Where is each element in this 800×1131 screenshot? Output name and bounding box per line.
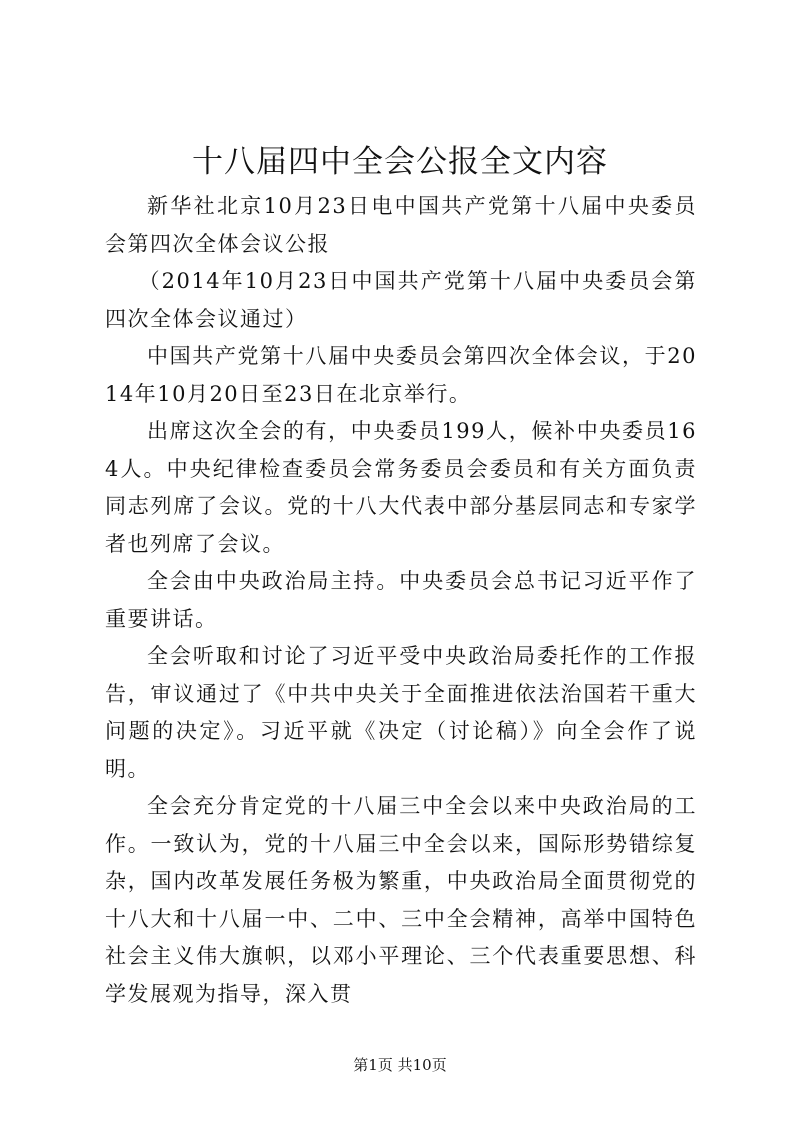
paragraph-presided: 全会由中央政治局主持。中央委员会总书记习近平作了重要讲话。 — [105, 569, 697, 631]
page-number: 第1页 共10页 — [353, 1056, 447, 1074]
document-title: 十八届四中全会公报全文内容 — [192, 144, 608, 180]
paragraph-dateline: 新华社北京10月23日电中国共产党第十八届中央委员会第四次全体会议公报 — [105, 194, 697, 256]
paragraph-affirmation: 全会充分肯定党的十八届三中全会以来中央政治局的工作。一致认为，党的十八届三中全会以来，国际形势错综复杂，国内改革发展任务极为繁重，中央政治局全面贯彻党的十八大和十八届一中、二中、三中全会精神，高举中国特色社会主义伟大旗帜，以邓小平理论、三个代表重要思想、科学发展观为指导，深入贯 — [105, 794, 697, 1006]
paragraph-adoption-note: （2014年10月23日中国共产党第十八届中央委员会第四次全体会议通过） — [105, 269, 697, 331]
paragraph-report: 全会听取和讨论了习近平受中央政治局委托作的工作报告，审议通过了《中共中央关于全面推进依法治国若干重大问题的决定》。习近平就《决定（讨论稿）》向全会作了说明。 — [105, 644, 697, 781]
paragraph-meeting-date: 中国共产党第十八届中央委员会第四次全体会议，于2014年10月20日至23日在北京举行。 — [105, 344, 697, 406]
paragraph-attendees: 出席这次全会的有，中央委员199人，候补中央委员164人。中央纪律检查委员会常务委员会委员和有关方面负责同志列席了会议。党的十八大代表中部分基层同志和专家学者也列席了会议。 — [105, 419, 697, 556]
document-body — [105, 188, 697, 1013]
